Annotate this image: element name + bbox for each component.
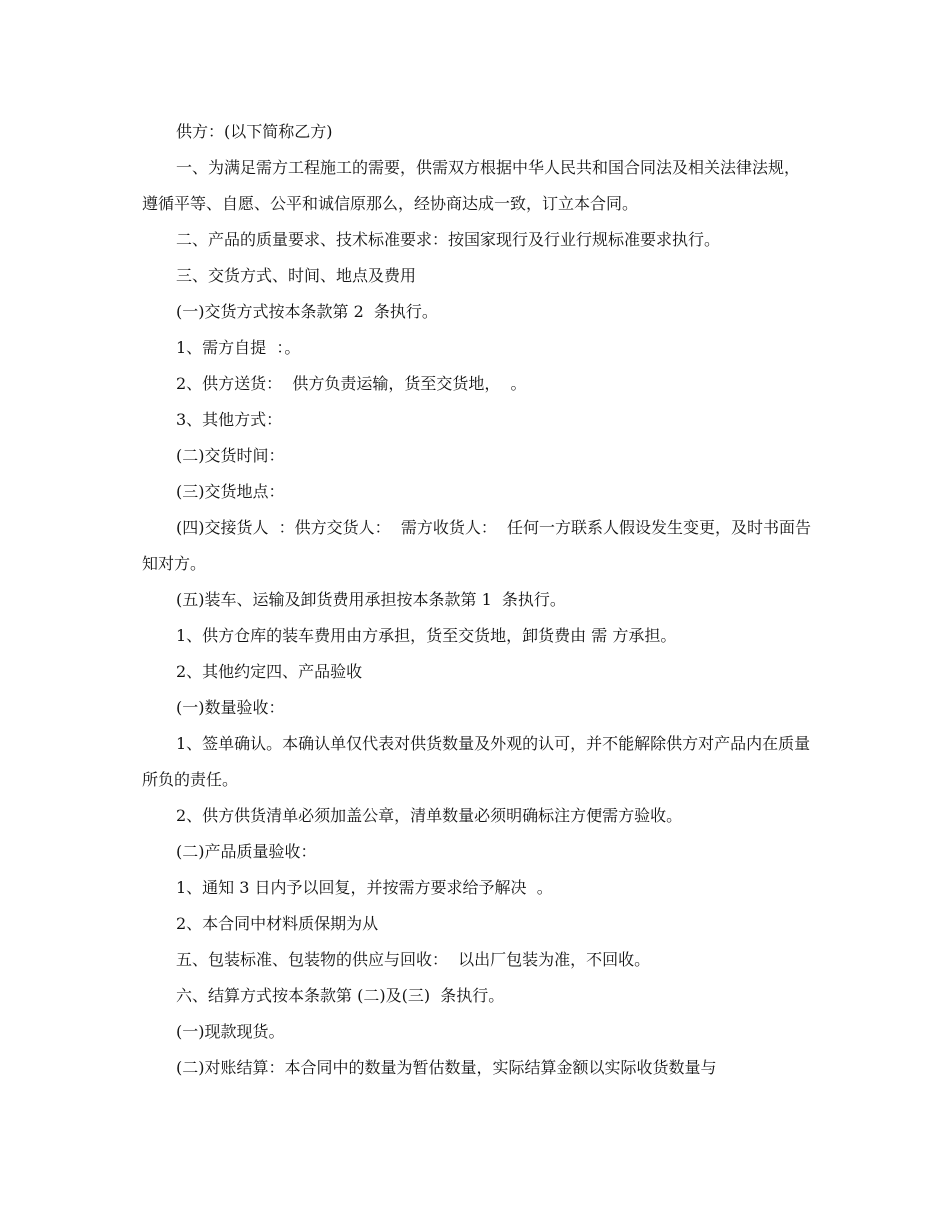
- paragraph: (四)交接货人 ：供方交货人： 需方收货人： 任何一方联系人假设发生变更，及时书面告知对方。: [142, 518, 812, 573]
- paragraph: (三)交货地点：: [176, 482, 285, 501]
- paragraph: 3、其他方式：: [176, 410, 283, 429]
- paragraph: 1、需方自提 ：。: [176, 338, 301, 357]
- paragraph: 1、供方仓库的装车费用由方承担，货至交货地，卸货费由 需 方承担。: [176, 626, 677, 645]
- paragraph: 2、供方送货： 供方负责运输，货至交货地， 。: [176, 374, 527, 393]
- paragraph: 2、供方供货清单必须加盖公章，清单数量必须明确标注方便需方验收。: [176, 806, 683, 825]
- paragraph: (二)产品质量验收：: [176, 842, 317, 861]
- contract-body: [142, 114, 812, 1086]
- paragraph: 二、产品的质量要求、技术标准要求：按国家现行及行业行规标准要求执行。: [176, 230, 721, 249]
- paragraph: 2、其他约定四、产品验收: [176, 662, 363, 681]
- paragraph: 一、为满足需方工程施工的需要，供需双方根据中华人民共和国合同法及相关法律法规，遵循平等、自愿、公平和诚信原那么，经协商达成一致，订立本合同。: [142, 158, 801, 213]
- paragraph: 三、交货方式、时间、地点及费用: [176, 266, 417, 285]
- paragraph: (一)数量验收：: [176, 698, 285, 717]
- paragraph: (二)交货时间：: [176, 446, 285, 465]
- paragraph: 1、通知 3 日内予以回复，并按需方要求给予解决 。: [176, 878, 553, 897]
- paragraph: (一)交货方式按本条款第 2 条执行。: [176, 302, 438, 321]
- paragraph: 2、本合同中材料质保期为从: [176, 914, 379, 933]
- paragraph: (五)装车、运输及卸货费用承担按本条款第 1 条执行。: [176, 590, 566, 609]
- paragraph: (一)现款现货。: [176, 1022, 285, 1041]
- paragraph: 1、签单确认。本确认单仅代表对供货数量及外观的认可，并不能解除供方对产品内在质量所负的责任。: [142, 734, 811, 789]
- paragraph: 五、包装标准、包装物的供应与回收： 以出厂包装为准，不回收。: [176, 950, 651, 969]
- paragraph: 六、结算方式按本条款第 (二)及(三) 条执行。: [176, 986, 505, 1005]
- paragraph: (二)对账结算：本合同中的数量为暂估数量，实际结算金额以实际收货数量与: [176, 1058, 717, 1077]
- paragraph: 供方：(以下简称乙方): [176, 122, 333, 141]
